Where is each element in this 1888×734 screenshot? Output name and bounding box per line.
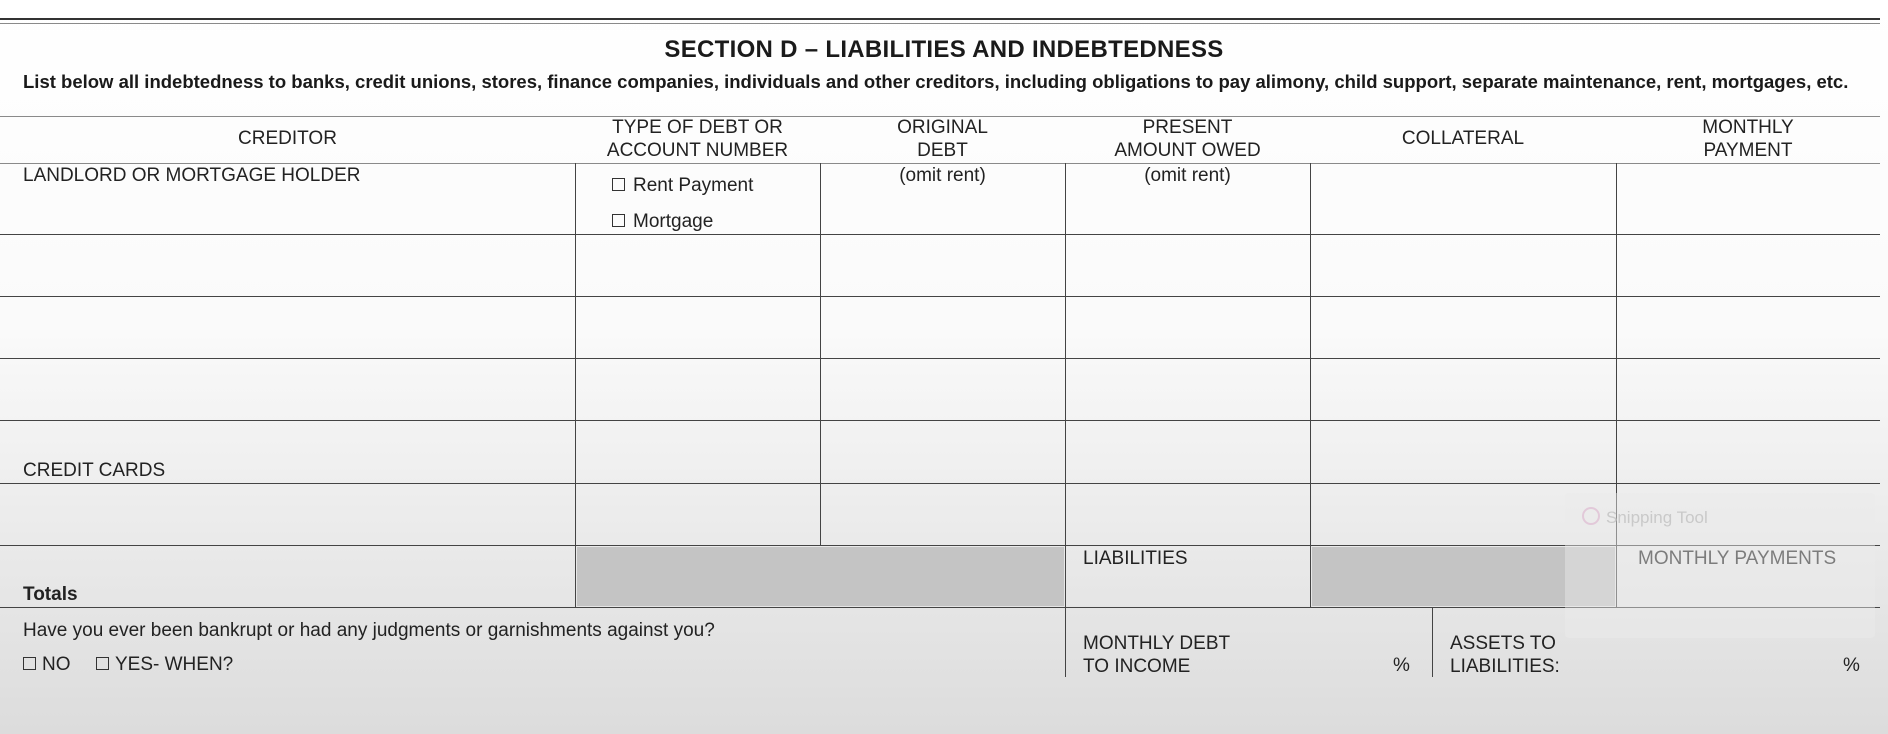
col-divider-1 [575, 163, 576, 607]
assets-to-liabilities-percent: % [1843, 655, 1860, 676]
col-divider-3 [1065, 163, 1066, 677]
rent-payment-label: Rent Payment [633, 175, 754, 196]
snipping-tool-text [1582, 507, 1708, 528]
debt-to-income-percent: % [1393, 655, 1410, 676]
header-original-line1: ORIGINAL [897, 117, 988, 138]
omit-rent-present: (omit rent) [1144, 165, 1231, 186]
form-top-border [0, 18, 1880, 20]
assets-to-liabilities-line2: LIABILITIES: [1450, 656, 1560, 677]
col-divider-2 [820, 163, 821, 545]
row-line-3 [0, 358, 1880, 359]
col-divider-4 [1310, 163, 1311, 607]
debt-to-income-label [1083, 632, 1230, 678]
landlord-label: LANDLORD OR MORTGAGE HOLDER [23, 165, 361, 186]
mortgage-checkbox[interactable] [612, 214, 625, 227]
mortgage-label: Mortgage [633, 211, 714, 232]
header-type-line2: ACCOUNT NUMBER [606, 140, 789, 161]
header-present-line1: PRESENT [1142, 117, 1233, 138]
form-top-border-thin [0, 23, 1880, 24]
debt-to-income-line2: TO INCOME [1083, 656, 1191, 677]
col-divider-ratios [1432, 607, 1433, 677]
header-monthly-payment [1616, 116, 1880, 162]
header-monthly-line2: PAYMENT [1703, 140, 1793, 161]
header-original-line2: DEBT [917, 140, 968, 161]
totals-shaded-type-original [577, 547, 1064, 606]
rent-payment-option[interactable] [612, 175, 753, 197]
header-creditor: CREDITOR [238, 128, 337, 149]
rent-payment-checkbox[interactable] [612, 178, 625, 191]
header-original-debt [820, 116, 1065, 162]
bankruptcy-yes-option[interactable] [96, 654, 233, 676]
header-type-of-debt [575, 116, 820, 162]
bankruptcy-yes-label: YES- WHEN? [115, 654, 234, 675]
row-line-1 [0, 234, 1880, 235]
assets-to-liabilities-line1: ASSETS TO [1450, 633, 1556, 654]
bankruptcy-question: Have you ever been bankrupt or had any judgments or garnishments against you? [23, 620, 715, 641]
bankruptcy-yes-checkbox[interactable] [96, 657, 109, 670]
section-instructions: List below all indebtedness to banks, credit unions, stores, finance companies, individuals and other creditors, including obligations to pay alimony, child support, separate maintenance, rent, mortgages, etc. [23, 71, 1849, 92]
header-type-line1: TYPE OF DEBT OR [612, 117, 783, 138]
totals-label: Totals [23, 584, 78, 605]
header-monthly-line1: MONTHLY [1702, 117, 1794, 138]
bankruptcy-no-label: NO [42, 654, 71, 675]
bankruptcy-no-option[interactable] [23, 654, 71, 676]
omit-rent-original: (omit rent) [899, 165, 986, 186]
scissors-icon [1582, 507, 1600, 525]
header-collateral: COLLATERAL [1401, 128, 1525, 149]
monthly-payments-label: MONTHLY PAYMENTS [1638, 548, 1837, 569]
mortgage-option[interactable] [612, 211, 713, 233]
header-present-line2: AMOUNT OWED [1114, 140, 1261, 161]
row-line-2 [0, 296, 1880, 297]
row-line-4 [0, 420, 1880, 421]
credit-cards-label: CREDIT CARDS [23, 460, 166, 481]
bankruptcy-no-checkbox[interactable] [23, 657, 36, 670]
header-present-amount [1065, 116, 1310, 162]
snipping-tool-label: Snipping Tool [1606, 508, 1708, 527]
header-bottom-line [0, 163, 1880, 164]
liabilities-label: LIABILITIES [1083, 548, 1188, 569]
assets-to-liabilities-label [1450, 632, 1560, 678]
row-line-5 [0, 483, 1880, 484]
debt-to-income-line1: MONTHLY DEBT [1083, 633, 1231, 654]
section-title: SECTION D – LIABILITIES AND INDEBTEDNESS [664, 36, 1224, 63]
